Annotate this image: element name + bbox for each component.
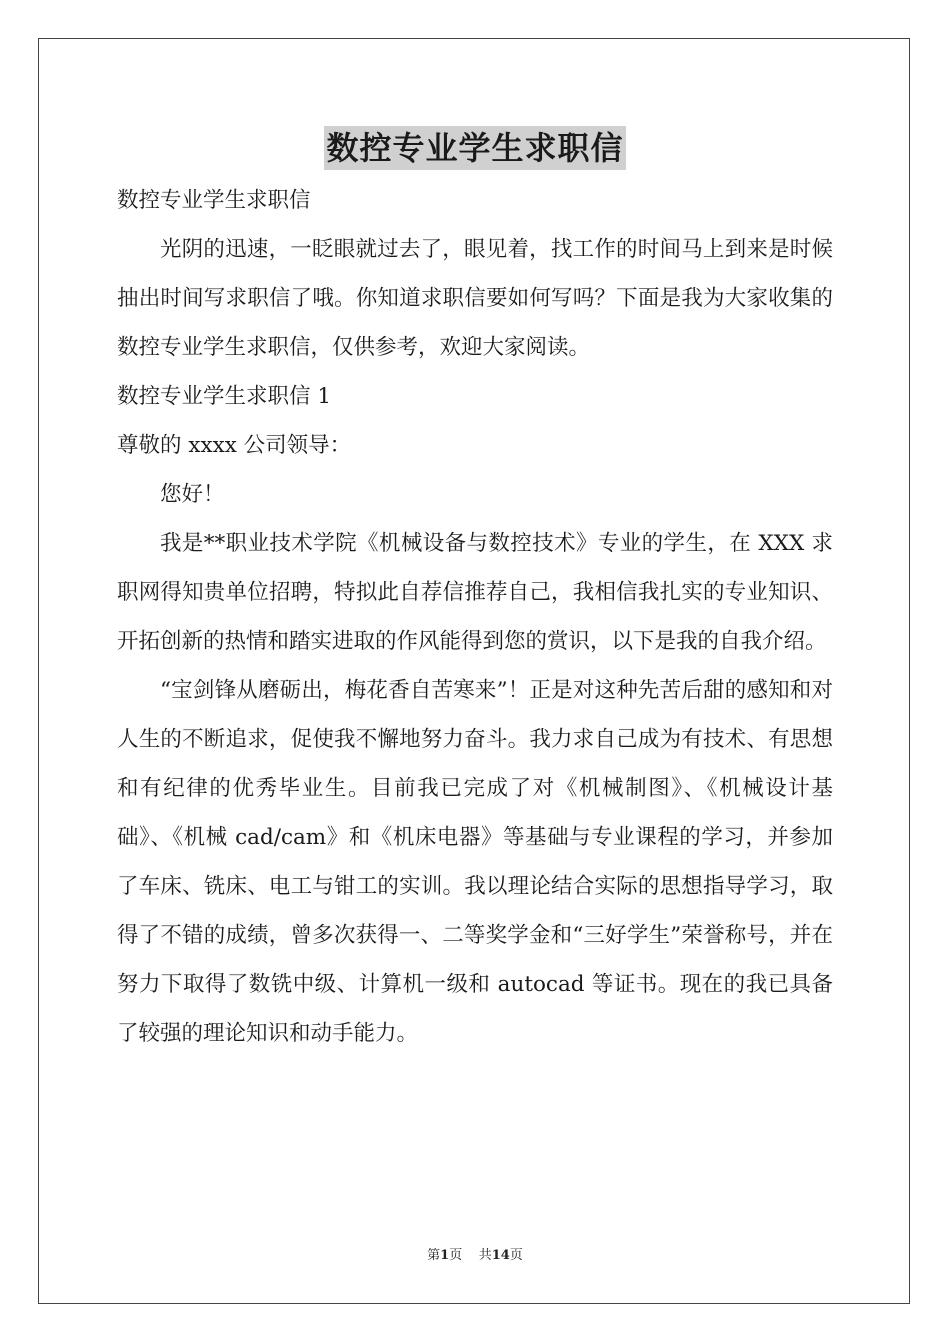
footer-page-current: 1 bbox=[440, 1248, 450, 1263]
footer-total-prefix: 共 bbox=[478, 1248, 492, 1263]
salutation: 尊敬的 xxxx 公司领导： bbox=[117, 433, 352, 458]
footer-page-prefix: 第 bbox=[427, 1248, 441, 1263]
body-paragraph-1: 我是**职业技术学院《机械设备与数控技术》专业的学生，在 XXX 求职网得知贵单位招聘，特拟此自荐信推荐自己，我相信我扎实的专业知识、开拓创新的热情和踏实进取的作风能得到您的赏识，以下是我的自我介绍。 bbox=[117, 531, 833, 654]
document-subtitle: 数控专业学生求职信 bbox=[117, 188, 311, 213]
intro-paragraph: 光阴的迅速，一眨眼就过去了，眼见着，找工作的时间马上到来是时候抽出时间写求职信了哦。你知道求职信要如何写吗？下面是我为大家收集的数控专业学生求职信，仅供参考，欢迎大家阅读。 bbox=[117, 237, 833, 360]
footer-page-total: 14 bbox=[491, 1248, 510, 1263]
section-heading: 数控专业学生求职信 1 bbox=[117, 384, 332, 409]
footer-total-unit: 页 bbox=[509, 1248, 523, 1263]
document-body bbox=[117, 176, 833, 1058]
body-paragraph-2: “宝剑锋从磨砺出，梅花香自苦寒来”！正是对这种先苦后甜的感知和对人生的不断追求，促使我不懈地努力奋斗。我力求自己成为有技术、有思想和有纪律的优秀毕业生。目前我已完成了对《机械制图》、《机械设计基础》、《机械 cad/cam》和《机床电器》等基础与专业课程的学习，并参加了车床、铣床、电工与钳工的实训。我以理论结合实际的思想指导学习，取得了不错的成绩，曾多次获得一、二等奖学金和“三好学生”荣誉称号，并在努力下取得了数铣中级、计算机一级和 autocad 等证书。现在的我已具备了较强的理论知识和动手能力。 bbox=[117, 678, 833, 1046]
greeting: 您好！ bbox=[160, 482, 225, 507]
title-wrap bbox=[0, 126, 950, 170]
footer-page-unit: 页 bbox=[449, 1248, 463, 1263]
page-footer bbox=[0, 1244, 950, 1263]
document-title: 数控专业学生求职信 bbox=[324, 126, 625, 170]
